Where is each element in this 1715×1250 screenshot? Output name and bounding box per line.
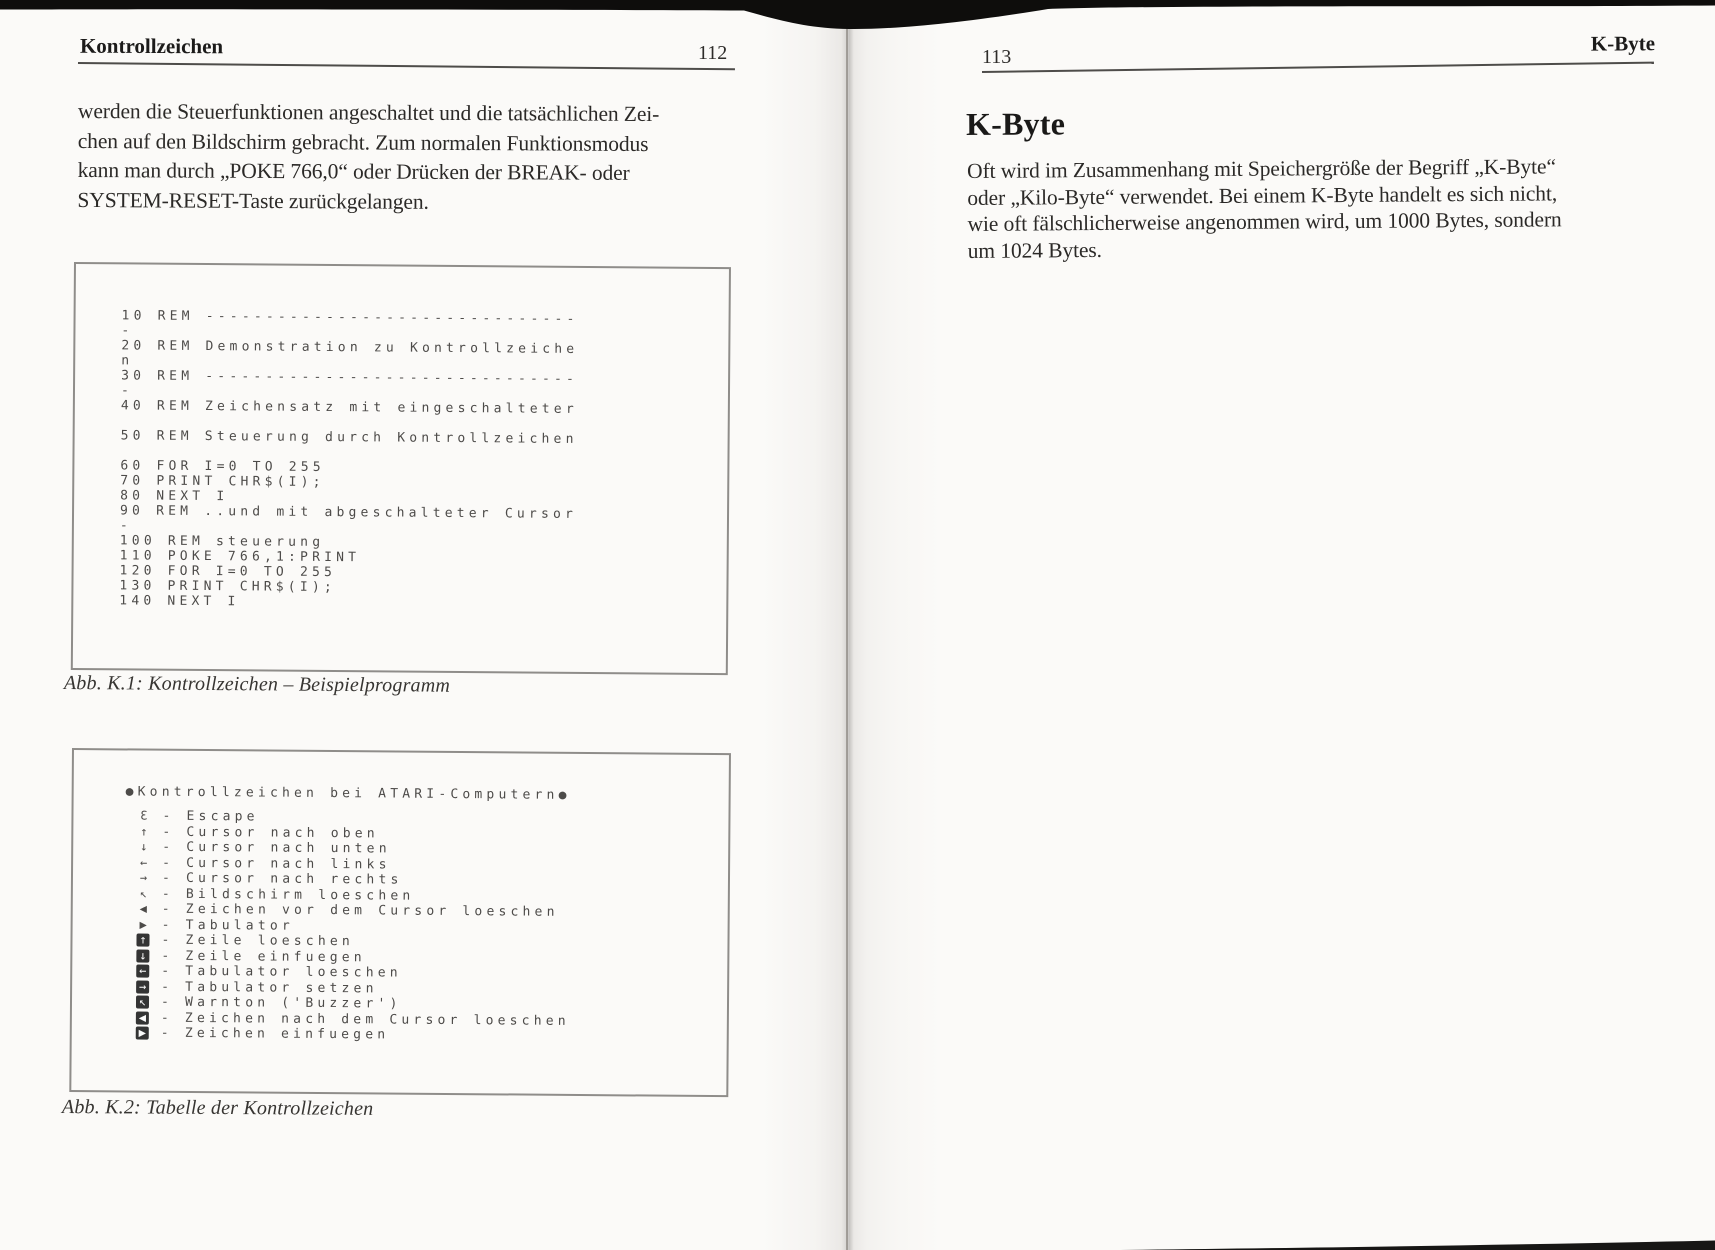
- tab-icon: ▶: [139, 917, 147, 932]
- control-table-label: - Zeichen nach dem Cursor loeschen: [148, 1010, 570, 1029]
- body-paragraph-right: Oft wird im Zusammenhang mit Speichergröße der Begriff „K-Byte“ oder „Kilo-Byte“ verwendet. Bei einem K-Byte handelt es sich nicht, wie oft fälschlicherweise angenommen wird, um 1000 Bytes, sondern um 1024 Bytes.: [967, 154, 1562, 263]
- backspace-icon: ◀: [139, 901, 147, 916]
- cursor-left-icon: ←: [139, 855, 148, 870]
- control-table-label: - Cursor nach links: [150, 855, 391, 873]
- cursor-up-icon: ↑: [140, 824, 148, 839]
- control-table: [136, 809, 729, 1046]
- book-edge-bottom-shadow: [0, 1238, 1715, 1250]
- page-number-right: 113: [982, 46, 1012, 68]
- cursor-down-icon: ↓: [140, 839, 148, 854]
- delete-char-icon: ◀: [136, 1011, 149, 1024]
- header-rule-right: [982, 62, 1654, 73]
- cursor-right-icon: →: [139, 870, 148, 885]
- header-rule-left: [78, 62, 735, 70]
- set-tab-icon: →: [136, 980, 149, 993]
- page-number-left: 112: [698, 42, 728, 64]
- control-table-frame: [69, 748, 731, 1097]
- insert-char-icon: ▶: [136, 1027, 149, 1040]
- control-table-label: - Zeile loeschen: [149, 932, 355, 950]
- control-table-label: - Warnton ('Buzzer'): [148, 994, 402, 1012]
- control-table-title: ●Kontrollzeichen bei ATARI-Computern●: [125, 784, 571, 803]
- delete-line-icon: ↑: [136, 934, 149, 947]
- control-table-label: - Zeichen vor dem Cursor loeschen: [149, 901, 559, 920]
- section-heading: K-Byte: [966, 105, 1066, 142]
- figure-caption-k2: Abb. K.2: Tabelle der Kontrollzeichen: [61, 1096, 374, 1120]
- control-table-label: - Zeile einfuegen: [149, 948, 366, 965]
- control-table-label: - Tabulator setzen: [149, 979, 378, 996]
- control-table-label: - Escape: [150, 808, 259, 825]
- buzzer-icon: ↖: [136, 996, 149, 1009]
- control-table-label: - Cursor nach oben: [150, 824, 379, 841]
- running-header-title-right: K-Byte: [1590, 31, 1656, 56]
- control-table-label: - Tabulator: [149, 917, 294, 934]
- control-table-label: - Tabulator loeschen: [149, 963, 402, 981]
- clear-screen-icon: ↖: [139, 886, 148, 901]
- control-table-row: [136, 1026, 727, 1046]
- basic-listing: 10 REM ------------------------------- - 20 REM Demonstration zu Kontrollzeiche n 30 REM ------------------------------- - 40 REM Zeichensatz mit eingeschalteter 50 REM Steuerung durch Kontrollzeichen 60 FOR I=0 TO 255 70 PRINT CHR$(I); 80 NEXT I 90 REM ..und mit abgeschalteter Cursor - 100 REM steuerung 110 POKE 766,1:PRINT 120 FOR I=0 TO 255 130 PRINT CHR$(I); 140 NEXT I: [119, 308, 579, 610]
- control-table-label: - Cursor nach rechts: [149, 870, 403, 888]
- book-spine-top-shadow: [0, 0, 1715, 34]
- control-table-label: - Zeichen einfuegen: [148, 1025, 390, 1043]
- control-table-label: - Bildschirm loeschen: [149, 886, 415, 904]
- escape-icon: Ɛ: [140, 808, 148, 823]
- clear-tab-icon: ←: [136, 965, 149, 978]
- running-header-title: Kontrollzeichen: [79, 33, 224, 59]
- body-paragraph-left: werden die Steuerfunktionen angeschaltet und die tatsächlichen Zei- chen auf den Bildschirm gebracht. Zum normalen Funktionsmodus kann man durch „POKE 766,0“ oder Drücken der BREAK- oder SYSTEM-RESET-Taste zurückgelangen.: [77, 98, 660, 214]
- page-gutter-shadow: [762, 8, 942, 1250]
- page-gutter-line: [846, 26, 848, 1250]
- control-table-label: - Cursor nach unten: [150, 839, 391, 857]
- figure-caption-k1: Abb. K.1: Kontrollzeichen – Beispielprogramm: [63, 672, 451, 697]
- insert-line-icon: ↓: [136, 949, 149, 962]
- listing-frame: [71, 262, 731, 675]
